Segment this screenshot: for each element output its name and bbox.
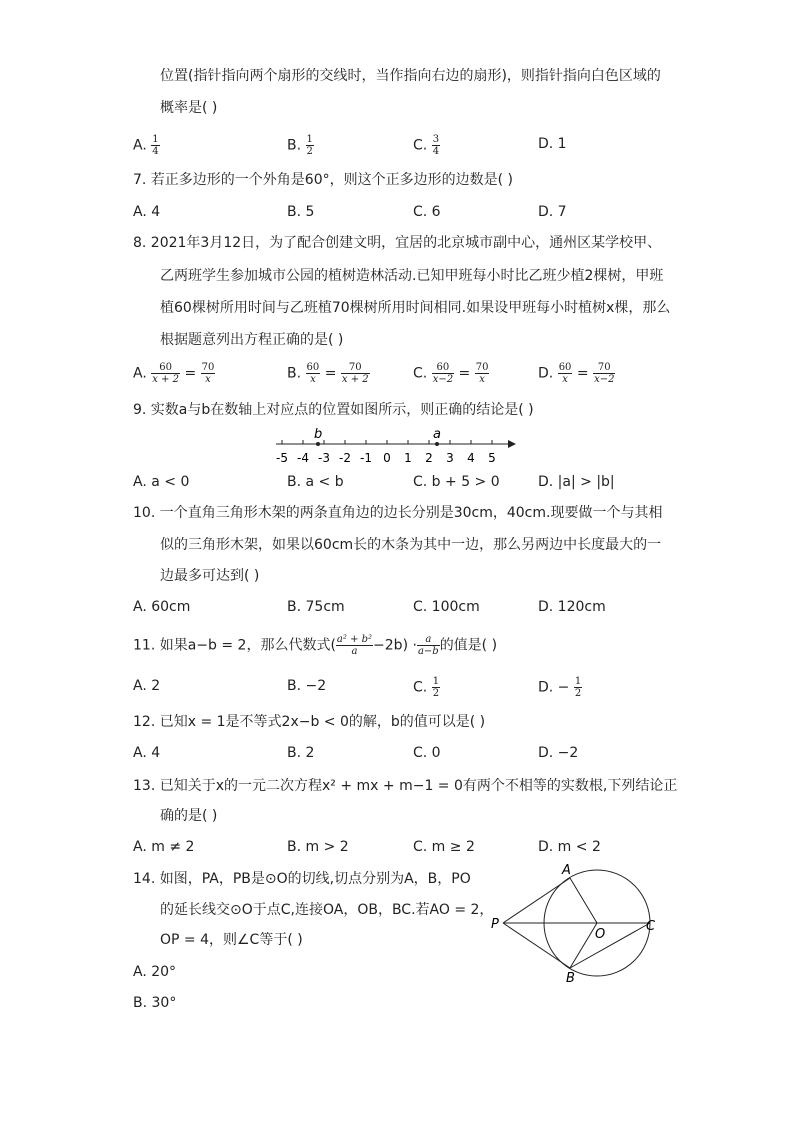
q9-option-d[interactable]: D. |a| > |b| <box>538 474 615 490</box>
q8-b-left-frac: $\frac{60}{x}$ <box>306 362 320 385</box>
q12-option-c[interactable]: C. 0 <box>413 745 441 761</box>
q9-stem: 9. 实数a与b在数轴上对应点的位置如图所示，则正确的结论是( ) <box>133 402 534 418</box>
q8-c-left-frac: $\frac{60}{x-2}$ <box>432 362 454 385</box>
q13-option-b[interactable]: B. m > 2 <box>287 839 349 855</box>
q14-option-a[interactable]: A. 20° <box>133 964 177 980</box>
q6-option-d[interactable]: D. 1 <box>538 136 567 152</box>
q11-option-a[interactable]: A. 2 <box>133 678 161 694</box>
segment-ob <box>570 923 597 968</box>
q14-stem-line2: 的延长线交⊙O于点C,连接OA，OB，BC.若AO = 2， <box>160 902 494 918</box>
q10-stem-line2: 似的三角形木架，如果以60cm长的木条为其中一边，那么另两边中长度最大的一 <box>160 537 662 553</box>
q12-option-b[interactable]: B. 2 <box>287 745 315 761</box>
q9-option-b[interactable]: B. a < b <box>287 474 344 490</box>
q10-stem-line1: 10. 一个直角三角形木架的两条直角边的边长分别是30cm，40cm.现要做一个与其相 <box>133 505 663 521</box>
q8-a-left-frac: $\frac{60}{x + 2}$ <box>152 362 179 385</box>
point-label-b: B <box>566 971 575 984</box>
q6-option-c-fraction: $\frac{3}{4}$ <box>432 134 440 157</box>
q6-option-c[interactable]: C. $\frac{3}{4}$ <box>413 134 440 157</box>
tick-label: 5 <box>488 451 496 465</box>
q10-option-b[interactable]: B. 75cm <box>287 599 345 615</box>
q11-stem: 11. 如果a−b = 2，那么代数式( $\frac{\text{a² + b²}}{a}$ −2b) · $\frac{a}{a-b}$ 的值是( ) <box>133 634 498 657</box>
q8-stem-line3: 植60棵树所用时间与乙班植70棵树所用时间相同.如果设甲班每小时植树x棵，那么 <box>160 300 671 316</box>
q14-stem-line3: OP = 4，则∠C等于( ) <box>160 932 303 948</box>
q9-option-a[interactable]: A. a < 0 <box>133 474 190 490</box>
q12-option-d[interactable]: D. −2 <box>538 745 579 761</box>
tick-label: 0 <box>383 451 391 465</box>
tick-label: -2 <box>339 451 351 465</box>
label-a: a <box>433 427 441 442</box>
number-line-arrow-icon <box>508 440 516 448</box>
q8-d-left-frac: $\frac{60}{x}$ <box>558 362 572 385</box>
q8-a-right-frac: $\frac{70}{x}$ <box>201 362 215 385</box>
segment-oa <box>570 878 597 923</box>
q8-option-d[interactable]: D. $\frac{60}{x}$ = $\frac{70}{x-2}$ <box>538 362 615 385</box>
q13-option-a[interactable]: A. m ≠ 2 <box>133 839 195 855</box>
q8-option-a[interactable]: A. $\frac{60}{x + 2}$ = $\frac{70}{x}$ <box>133 362 215 385</box>
q13-option-c[interactable]: C. m ≥ 2 <box>413 839 475 855</box>
q11-fraction-2: $\frac{a}{a-b}$ <box>417 634 439 657</box>
q7-option-c[interactable]: C. 6 <box>413 204 441 220</box>
q8-option-c[interactable]: C. $\frac{60}{x-2}$ = $\frac{70}{x}$ <box>413 362 489 385</box>
point-label-o: O <box>595 927 606 942</box>
label-b: b <box>314 427 323 442</box>
point-a <box>435 442 439 446</box>
q11-option-d[interactable]: D. − $\frac{1}{2}$ <box>538 676 582 699</box>
q11-option-d-fraction: $\frac{1}{2}$ <box>574 676 582 699</box>
q10-option-c[interactable]: C. 100cm <box>413 599 480 615</box>
q8-stem-line1: 8. 2021年3月12日，为了配合创建文明，宜居的北京城市副中心，通州区某学校甲、 <box>133 235 662 251</box>
q8-b-right-frac: $\frac{70}{x + 2}$ <box>341 362 369 385</box>
q10-option-d[interactable]: D. 120cm <box>538 599 606 615</box>
q9-option-c[interactable]: C. b + 5 > 0 <box>413 474 500 490</box>
q11-option-c-fraction: $\frac{1}{2}$ <box>432 676 440 699</box>
q7-option-a[interactable]: A. 4 <box>133 204 161 220</box>
tick-label: 4 <box>467 451 475 465</box>
q7-stem: 7. 若正多边形的一个外角是60°，则这个正多边形的边数是( ) <box>133 172 513 188</box>
q6-option-a-fraction: $\frac{1}{4}$ <box>152 134 159 157</box>
q10-stem-line3: 边最多可达到( ) <box>160 568 260 584</box>
point-label-a: A <box>562 863 571 878</box>
q8-d-right-frac: $\frac{70}{x-2}$ <box>594 362 615 385</box>
point-label-c: C <box>646 919 656 934</box>
q12-option-a[interactable]: A. 4 <box>133 745 161 761</box>
q6-option-b-fraction: $\frac{1}{2}$ <box>306 134 313 157</box>
tick-label: -5 <box>276 451 288 465</box>
q6-stem-line2: 概率是( ) <box>160 100 218 116</box>
tangent-circle-figure <box>488 858 666 984</box>
q10-option-a[interactable]: A. 60cm <box>133 599 191 615</box>
q12-stem: 12. 已知x = 1是不等式2x−b < 0的解，b的值可以是( ) <box>133 714 486 730</box>
q11-fraction-1: $\frac{\text{a² + b²}}{a}$ <box>336 634 373 657</box>
q6-option-b[interactable]: B. $\frac{1}{2}$ <box>287 134 313 157</box>
q8-stem-line4: 根据题意列出方程正确的是( ) <box>160 332 344 348</box>
point-b <box>316 442 320 446</box>
segment-bc <box>570 923 650 968</box>
q8-option-b[interactable]: B. $\frac{60}{x}$ = $\frac{70}{x + 2}$ <box>287 362 369 385</box>
q14-option-b[interactable]: B. 30° <box>133 995 177 1011</box>
q13-stem-line2: 确的是( ) <box>160 808 218 824</box>
q13-stem-line1: 13. 已知关于x的一元二次方程x² + mx + m−1 = 0有两个不相等的实数根,下列结论正 <box>133 778 678 794</box>
q8-c-right-frac: $\frac{70}{x}$ <box>475 362 489 385</box>
q11-option-c[interactable]: C. $\frac{1}{2}$ <box>413 676 440 699</box>
tick-label: -4 <box>297 451 309 465</box>
q14-stem-line1: 14. 如图，PA，PB是⊙O的切线,切点分别为A，B，PO <box>133 871 471 887</box>
q7-option-d[interactable]: D. 7 <box>538 204 567 220</box>
tick-label: 3 <box>446 451 454 465</box>
segment-pa <box>503 878 570 923</box>
point-label-p: P <box>491 917 499 932</box>
q6-stem-line1: 位置(指针指向两个扇形的交线时，当作指向右边的扇形)，则指针指向白色区域的 <box>160 68 661 84</box>
q11-option-b[interactable]: B. −2 <box>287 678 327 694</box>
tick-label: -3 <box>318 451 330 465</box>
tick-label: 1 <box>404 451 412 465</box>
tick-label: -1 <box>360 451 372 465</box>
tick-label: 2 <box>425 451 433 465</box>
q6-option-a[interactable]: A. $\frac{1}{4}$ <box>133 134 159 157</box>
q13-option-d[interactable]: D. m < 2 <box>538 839 601 855</box>
q7-option-b[interactable]: B. 5 <box>287 204 315 220</box>
q8-stem-line2: 乙两班学生参加城市公园的植树造林活动.已知甲班每小时比乙班少植2棵树，甲班 <box>160 268 664 284</box>
segment-pb <box>503 923 570 968</box>
number-line-figure <box>270 424 520 468</box>
